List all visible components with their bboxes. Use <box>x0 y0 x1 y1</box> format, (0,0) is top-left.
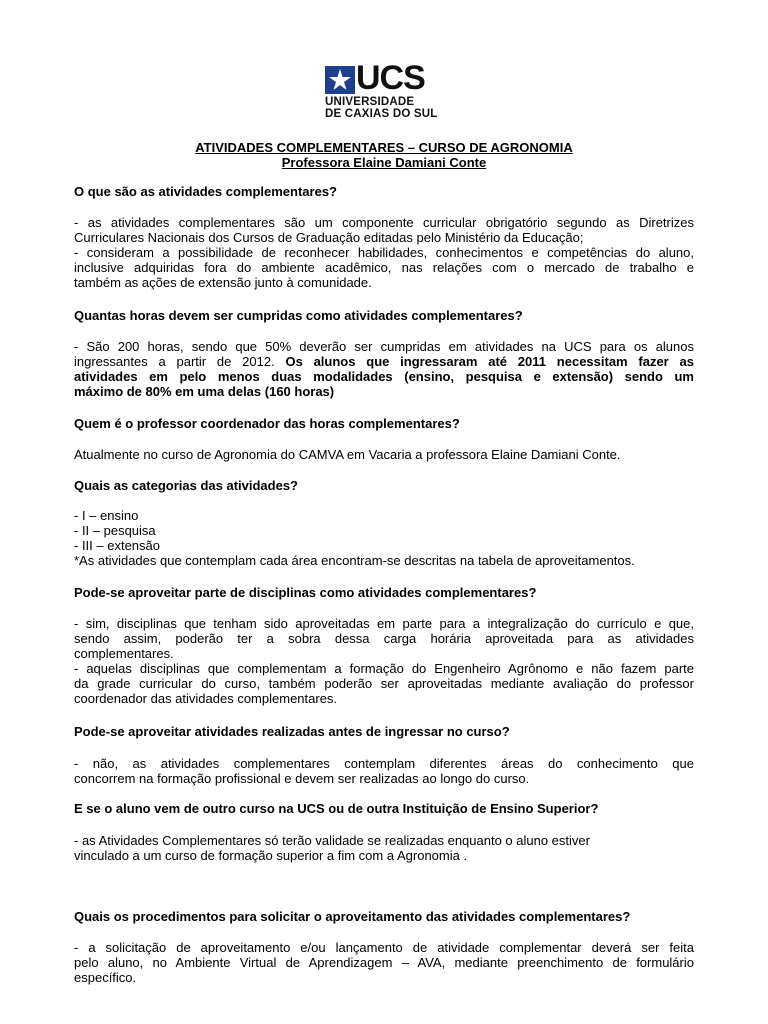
text-line: complementares. <box>74 646 174 661</box>
document-title: ATIVIDADES COMPLEMENTARES – CURSO DE AGRONOMIA <box>195 140 573 155</box>
text-line: *As atividades que contemplam cada área encontram-se descritas na tabela de aproveitamentos. <box>74 553 635 568</box>
text-line <box>74 354 694 369</box>
document-subtitle: Professora Elaine Damiani Conte <box>281 155 487 170</box>
text-line: - aquelas disciplinas que complementam a formação do Engenheiro Agrônomo e não fazem parte <box>74 661 694 676</box>
text-line: vinculado a um curso de formação superior a fim com a Agronomia . <box>74 848 468 863</box>
text-line: concorrem na formação profissional e devem ser realizadas ao longo do curso. <box>74 771 530 786</box>
question-heading: E se o aluno vem de outro curso na UCS ou de outra Instituição de Ensino Superior? <box>74 801 599 816</box>
text-line: da grade curricular do curso, também poderão ser aproveitadas mediante avaliação do professor <box>74 676 694 691</box>
question-heading: Pode-se aproveitar parte de disciplinas como atividades complementares? <box>74 585 537 600</box>
question-heading: Quais as categorias das atividades? <box>74 478 298 493</box>
star-icon <box>325 66 355 94</box>
answer-paragraph <box>74 833 694 863</box>
text-line: inclusive adquiridas fora do ambiente acadêmico, nas relações com o mercado de trabalho e <box>74 260 694 275</box>
text-segment: ingressantes a partir de 2012. <box>74 354 275 369</box>
text-line: - as atividades complementares são um componente curricular obrigatório segundo as Diretrizes <box>74 215 694 230</box>
bold-text-segment: Os alunos que ingressaram até 2011 necessitam fazer as <box>285 354 694 369</box>
text-line: - São 200 horas, sendo que 50% deverão ser cumpridas em atividades na UCS para os alunos <box>74 339 694 354</box>
bold-text-line: atividades em pelo menos duas modalidades (ensino, pesquisa e extensão) sendo um <box>74 369 694 384</box>
logo-line-2: DE CAXIAS DO SUL <box>325 108 438 120</box>
answer-paragraph <box>74 215 694 290</box>
answer-paragraph <box>74 756 694 786</box>
text-line: - as Atividades Complementares só terão validade se realizadas enquanto o aluno estiver <box>74 833 590 848</box>
question-heading: Quantas horas devem ser cumpridas como atividades complementares? <box>74 308 523 323</box>
text-line: Atualmente no curso de Agronomia do CAMVA em Vacaria a professora Elaine Damiani Conte. <box>74 447 621 462</box>
text-line: pelo aluno, no Ambiente Virtual de Aprendizagem – AVA, mediante preenchimento de formulário <box>74 955 694 970</box>
question-heading: Quem é o professor coordenador das horas complementares? <box>74 416 460 431</box>
ucs-logo <box>325 59 443 124</box>
text-line: - consideram a possibilidade de reconhecer habilidades, conhecimentos e competências do aluno, <box>74 245 694 260</box>
text-line: Curriculares Nacionais dos Cursos de Graduação editadas pelo Ministério da Educação; <box>74 230 584 245</box>
text-line: - a solicitação de aproveitamento e/ou lançamento de atividade complementar deverá ser feita <box>74 940 694 955</box>
question-heading: Pode-se aproveitar atividades realizadas antes de ingressar no curso? <box>74 724 510 739</box>
answer-paragraph <box>74 447 694 462</box>
list-item: - II – pesquisa <box>74 523 156 538</box>
text-line: - sim, disciplinas que tenham sido aproveitadas em parte para a integralização do currículo e que, <box>74 616 694 631</box>
logo-line-1: UNIVERSIDADE <box>325 96 415 108</box>
text-line: sendo assim, poderão ter a sobra dessa carga horária aproveitada para as atividades <box>74 631 694 646</box>
list-item: - III – extensão <box>74 538 160 553</box>
text-line: específico. <box>74 970 137 985</box>
logo-acronym: UCS <box>356 59 425 97</box>
question-heading: Quais os procedimentos para solicitar o aproveitamento das atividades complementares? <box>74 909 631 924</box>
answer-paragraph <box>74 508 694 568</box>
answer-paragraph <box>74 616 694 706</box>
list-item: - I – ensino <box>74 508 139 523</box>
answer-paragraph <box>74 940 694 985</box>
question-heading: O que são as atividades complementares? <box>74 184 337 199</box>
text-line: - não, as atividades complementares contemplam diferentes áreas do conhecimento que <box>74 756 694 771</box>
text-line: coordenador das atividades complementares. <box>74 691 338 706</box>
text-line: também as ações de extensão junto à comunidade. <box>74 275 372 290</box>
bold-text-line: máximo de 80% em uma delas (160 horas) <box>74 384 335 399</box>
answer-paragraph <box>74 339 694 399</box>
